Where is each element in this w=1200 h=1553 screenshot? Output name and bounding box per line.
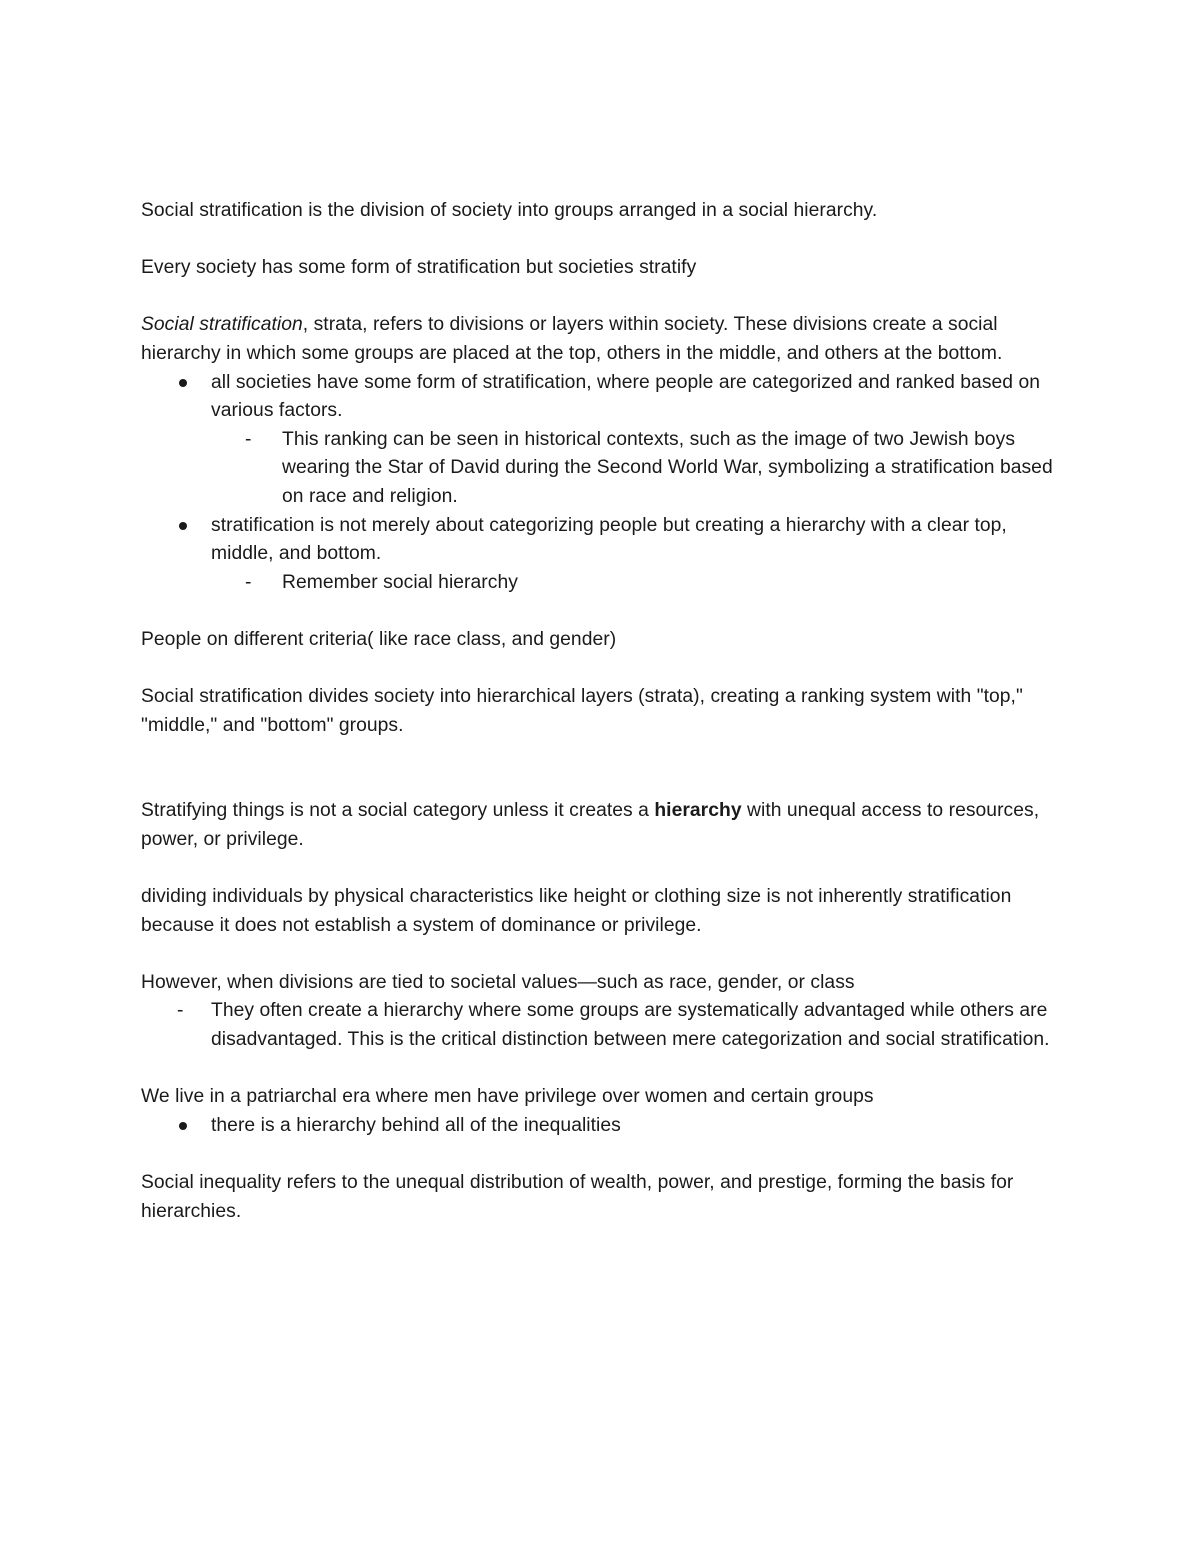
italic-term: Social stratification [141, 314, 303, 336]
dash-text: Remember social hierarchy [282, 571, 518, 593]
paragraph-societal-values: However, when divisions are tied to societal values—such as race, gender, or class [141, 971, 855, 993]
paragraph-hierarchy: Stratifying things is not a social category unless it creates a hierarchy with unequal access to resources, power, or privilege. [141, 800, 1040, 850]
bullet-item [141, 512, 1066, 569]
paragraph-patriarchal: We live in a patriarchal era where men have privilege over women and certain groups [141, 1086, 874, 1108]
paragraph-physical: dividing individuals by physical characteristics like height or clothing size is not inherently stratification because it does not establish a system of dominance or privilege. [141, 886, 1012, 936]
bullet-item [141, 1112, 1066, 1141]
bullet-text: all societies have some form of stratification, where people are categorized and ranked based on various factors. [211, 371, 1041, 422]
bold-term: hierarchy [654, 800, 742, 822]
paragraph-strata [141, 311, 1066, 368]
paragraph-inequality: Social inequality refers to the unequal distribution of wealth, power, and prestige, forming the basis for hierarchies. [141, 1172, 1014, 1222]
dash-item [141, 997, 1066, 1054]
bullet-item [141, 369, 1066, 426]
dash-icon: - [177, 1000, 184, 1022]
bullet-icon [179, 1122, 187, 1130]
paragraph-criteria: People on different criteria( like race class, and gender) [141, 628, 617, 650]
dash-icon: - [245, 428, 252, 450]
strata-text: , strata, refers to divisions or layers within society. These divisions create a social hierarchy in which some groups are placed at the top, others in the middle, and others at the bottom. [141, 314, 1003, 364]
dash-text: This ranking can be seen in historical contexts, such as the image of two Jewish boys wearing the Star of David during the Second World War, symbolizing a stratification based on race and religion. [282, 428, 1053, 507]
dash-text: They often create a hierarchy where some groups are systematically advantaged while others are disadvantaged. This is the critical distinction between mere categorization and social stratification. [211, 1000, 1050, 1051]
bullet-icon [179, 379, 187, 387]
paragraph-definition: Social stratification is the division of society into groups arranged in a social hierarchy. [141, 200, 878, 221]
paragraph-every-society: Every society has some form of stratification but societies stratify [141, 257, 697, 279]
bullet-text: stratification is not merely about categorizing people but creating a hierarchy with a clear top, middle, and bottom. [211, 514, 1007, 565]
bullet-icon [179, 522, 187, 530]
dash-item [141, 426, 1066, 512]
dash-item [141, 569, 1066, 598]
document-body [141, 197, 1066, 1226]
paragraph-layers: Social stratification divides society into hierarchical layers (strata), creating a ranking system with "top," "middle," and "bottom" groups. [141, 686, 1023, 736]
dash-icon: - [245, 571, 252, 593]
bullet-text: there is a hierarchy behind all of the inequalities [211, 1114, 621, 1136]
